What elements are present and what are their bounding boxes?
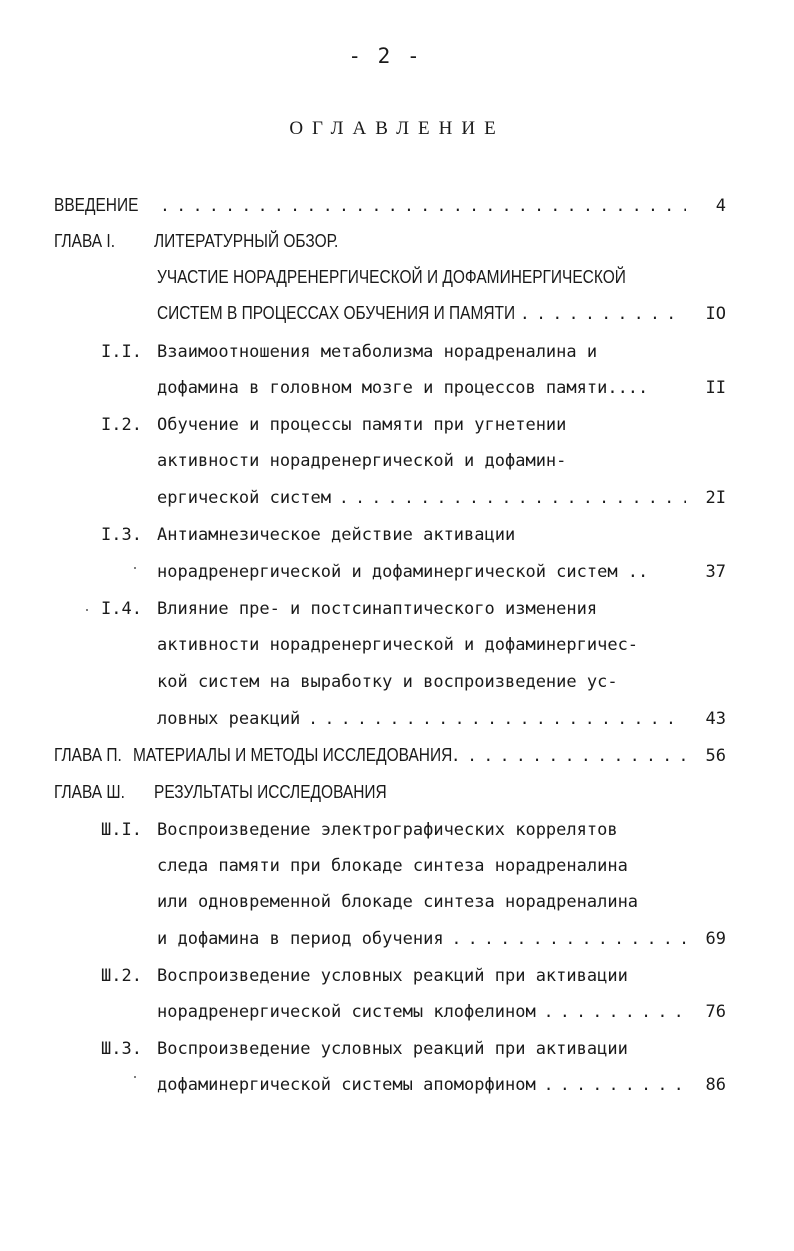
toc-chapter-1-line2 [157,262,726,292]
chapter-prefix: ГЛАВА I. [54,231,116,251]
section-title-line: ловных реакций [157,709,301,729]
toc-section-3-1-line3 [157,887,726,917]
section-title-line: Воспроизведение условных реакций при активации [157,966,628,986]
toc-section-1-4-line3 [157,667,726,697]
toc-section-3-1-line2 [157,851,726,881]
section-number: I.3. [101,525,142,545]
toc-section-1-2 [101,410,726,440]
leader-dots [160,191,686,221]
section-title-line: норадренергической системы клофелином [157,1002,536,1022]
scan-speck [134,567,136,569]
leader-dots [451,741,686,771]
section-number: I.4. [101,599,142,619]
section-title-line: Влияние пре- и постсинаптического изменения [157,599,598,619]
section-title-line: кой систем на выработку и воспроизведение ус- [157,672,618,692]
section-title-line: или одновременной блокаде синтеза норадреналина [157,892,639,912]
toc-page-number: 2I [705,488,726,508]
section-number: Ш.3. [101,1039,142,1059]
section-title-line: дофамина в головном мозге и процессов памяти.... [157,378,649,398]
section-title-line: дофаминергической системы апоморфином [157,1075,536,1095]
leader-dots [544,1070,686,1100]
chapter-title-line: СИСТЕМ В ПРОЦЕССАХ ОБУЧЕНИЯ И ПАМЯТИ [157,303,516,323]
section-number: I.2. [101,415,142,435]
toc-page-number: 69 [705,929,726,949]
toc-chapter-1-line3 [157,298,726,328]
scan-speck [86,609,88,611]
section-title-line: активности норадренергической и дофамин- [157,451,567,471]
section-title-line: ергической систем [157,488,331,508]
toc-section-3-3-line2 [157,1070,726,1100]
leader-dots [339,483,686,513]
toc-page-number: 86 [705,1075,726,1095]
section-title-line: Воспроизведение условных реакций при активации [157,1039,628,1059]
toc-chapter-2 [54,740,726,770]
toc-section-1-2-line3 [157,483,726,513]
section-title-line: Воспроизведение электрографических коррелятов [157,820,618,840]
toc-section-3-2 [101,961,726,991]
section-title-line: следа памяти при блокаде синтеза норадреналина [157,856,628,876]
section-title-line: Антиамнезическое действие активации [157,525,516,545]
leader-dots [308,704,686,734]
toc-section-1-4 [101,594,726,624]
chapter-prefix: ГЛАВА Ш. [54,782,125,802]
toc-section-3-2-line2 [157,997,726,1027]
toc-section-3-1 [101,815,726,845]
toc-section-3-1-line4 [157,924,726,954]
page-number: - 2 - [348,44,422,68]
toc-page-number: 56 [705,746,726,766]
toc-chapter-1 [54,226,726,256]
section-title-line: Взаимоотношения метаболизма норадреналина и [157,342,598,362]
toc-chapter-3 [54,777,726,807]
section-title-line: Обучение и процессы памяти при угнетении [157,415,567,435]
toc-section-1-2-line2 [157,446,726,476]
toc-page-number: 37 [705,562,726,582]
toc-page-number: 76 [705,1002,726,1022]
leader-dots [544,997,686,1027]
section-number: I.I. [101,342,142,362]
section-title-line: норадренергической и дофаминергической систем .. [157,562,649,582]
section-title-line: и дофамина в период обучения [157,929,444,949]
chapter-title-line: РЕЗУЛЬТАТЫ ИССЛЕДОВАНИЯ [154,782,387,802]
toc-section-1-1-line2 [157,373,726,403]
page-title: ОГЛАВЛЕНИЕ [289,118,505,139]
scan-speck [134,1076,136,1078]
chapter-title-line: МАТЕРИАЛЫ И МЕТОДЫ ИССЛЕДОВАНИЯ [132,745,453,765]
leader-dots [520,299,686,329]
section-number: Ш.2. [101,966,142,986]
chapter-title-line: ЛИТЕРАТУРНЫЙ ОБЗОР. [154,231,339,251]
toc-section-1-4-line2 [157,630,726,660]
toc-entry-label: ВВЕДЕНИЕ [54,195,139,215]
chapter-title-line: УЧАСТИЕ НОРАДРЕНЕРГИЧЕСКОЙ И ДОФАМИНЕРГИЧЕСКОЙ [157,267,626,287]
toc-section-1-3-line2 [157,557,726,587]
toc-page-number: II [705,378,726,398]
toc-section-1-4-line4 [157,704,726,734]
toc-section-1-1 [101,337,726,367]
toc-section-1-3 [101,520,726,550]
toc-page-number: 43 [705,709,726,729]
section-number: Ш.I. [101,820,142,840]
toc-page-number: 4 [715,196,726,216]
leader-dots [452,924,686,954]
section-title-line: активности норадренергической и дофаминергичес- [157,635,639,655]
toc-entry-intro [54,190,726,220]
toc-page-number: IO [705,304,726,324]
chapter-prefix: ГЛАВА П. [54,745,122,765]
toc-section-3-3 [101,1034,726,1064]
